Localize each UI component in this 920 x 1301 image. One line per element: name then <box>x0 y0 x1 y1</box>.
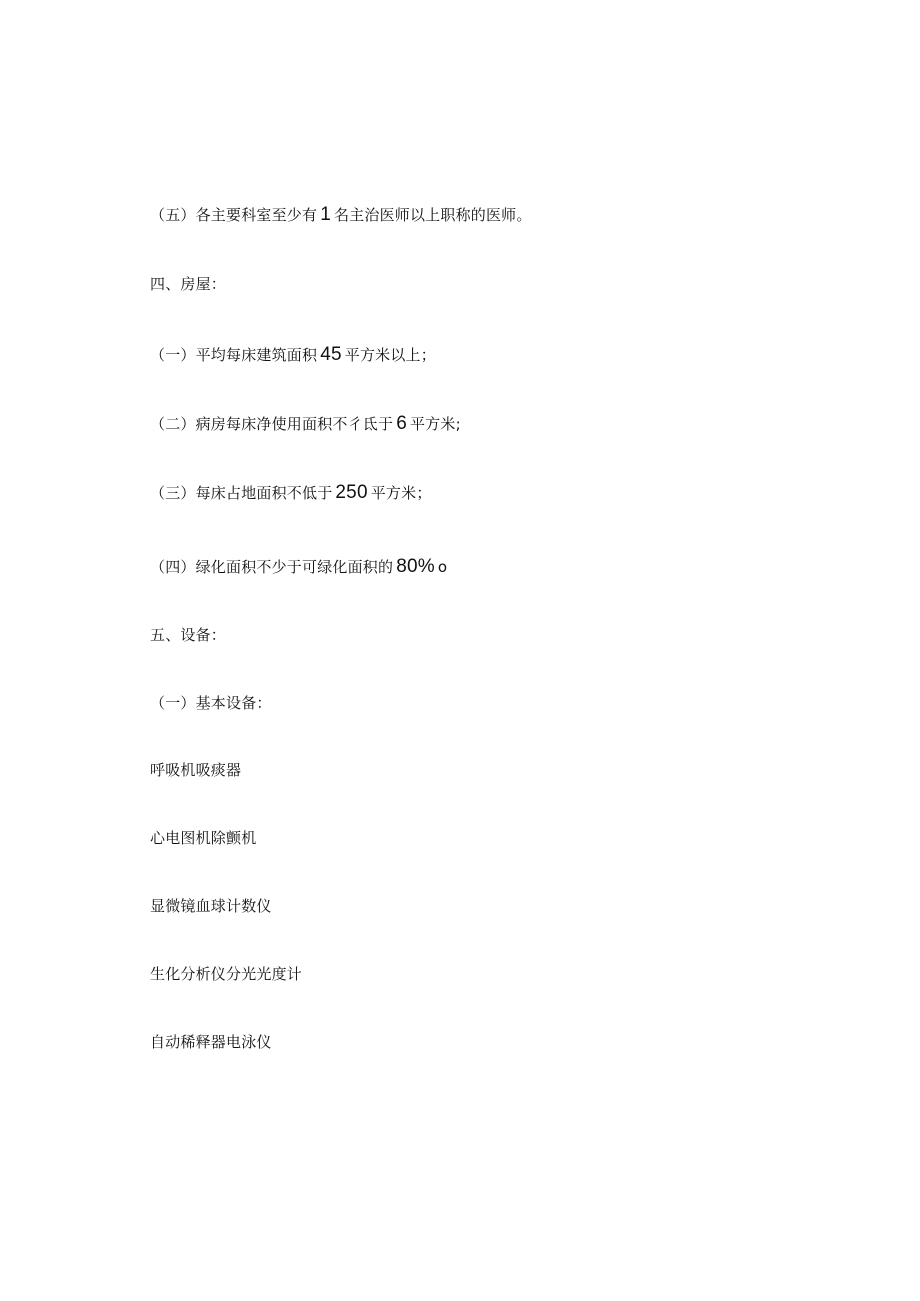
line-number: 80% <box>396 556 435 577</box>
staff-requirement-line <box>150 202 532 228</box>
equipment-list-item: 生化分析仪分光光度计 <box>150 965 303 983</box>
line-number: 45 <box>320 344 342 365</box>
line-number: 250 <box>335 482 368 503</box>
section-heading-equipment: 五、设备： <box>150 626 227 644</box>
line-number: 6 <box>396 413 407 434</box>
line-text-post: 平方米以上； <box>344 346 436 364</box>
line-number: 1 <box>320 204 331 225</box>
housing-item-ward-area <box>150 411 461 437</box>
subsection-heading-basic-equipment: （一）基本设备： <box>150 694 272 712</box>
equipment-list-item: 心电图机除颤机 <box>150 829 257 847</box>
equipment-list-item: 呼吸机吸痰器 <box>150 761 242 779</box>
housing-item-green-area <box>150 554 447 580</box>
line-text-pre: （三）每床占地面积不低于 <box>150 484 333 502</box>
line-text-pre: （五）各主要科室至少有 <box>150 206 318 224</box>
line-text-pre: （二）病房每床净使用面积不彳氐于 <box>150 415 394 433</box>
housing-item-land-area <box>150 480 432 506</box>
line-text-post: o <box>437 558 448 576</box>
housing-item-building-area <box>150 342 436 368</box>
line-text-pre: （一）平均每床建筑面积 <box>150 346 318 364</box>
equipment-list-item: 自动稀释器电泳仪 <box>150 1033 272 1051</box>
line-text-pre: （四）绿化面积不少于可绿化面积的 <box>150 558 394 576</box>
section-heading-housing: 四、房屋： <box>150 275 227 293</box>
line-text-post: 平方米； <box>370 484 432 502</box>
line-text-post: 名主治医师以上职称的医师。 <box>333 206 532 224</box>
line-text-post: 平方米; <box>409 415 461 433</box>
equipment-list-item: 显微镜血球计数仪 <box>150 897 272 915</box>
